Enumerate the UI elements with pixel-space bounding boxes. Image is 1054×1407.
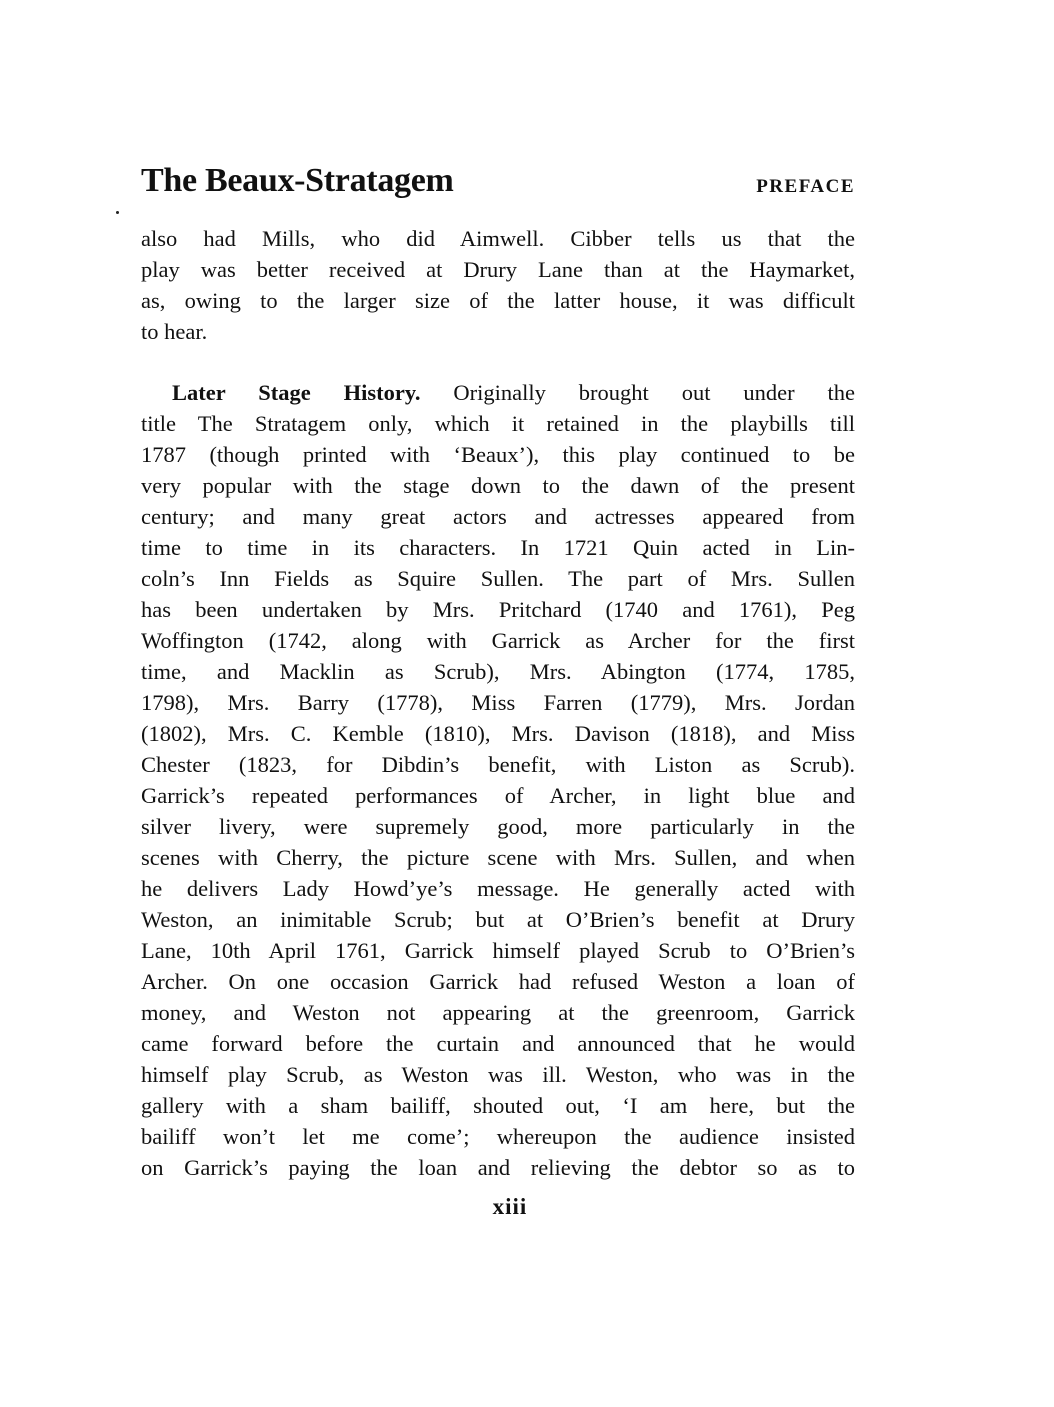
paragraph-opening-line (172, 377, 855, 408)
page-number: xiii (492, 1194, 528, 1219)
text-line: very popular with the stage down to the dawn of the present (141, 473, 855, 498)
running-head (141, 162, 855, 210)
text-line: Chester (1823, for Dibdin’s benefit, with Liston as Scrub). (141, 752, 855, 777)
text-line: also had Mills, who did Aimwell. Cibber tells us that the (141, 226, 855, 251)
text-line: time, and Macklin as Scrub), Mrs. Abington (1774, 1785, (141, 659, 855, 684)
text-line: century; and many great actors and actresses appeared from (141, 504, 855, 529)
text-line: money, and Weston not appearing at the greenroom, Garrick (141, 1000, 855, 1025)
text-line: scenes with Cherry, the picture scene with Mrs. Sullen, and when (141, 845, 855, 870)
text-line: 1798), Mrs. Barry (1778), Miss Farren (1779), Mrs. Jordan (141, 690, 855, 715)
text-line: as, owing to the larger size of the latter house, it was difficult (141, 288, 855, 313)
text-line: on Garrick’s paying the loan and relieving the debtor so as to (141, 1155, 855, 1180)
text-line: to hear. (141, 319, 208, 344)
text-line: (1802), Mrs. C. Kemble (1810), Mrs. Davison (1818), and Miss (141, 721, 855, 746)
text-line: 1787 (though printed with ‘Beaux’), this play continued to be (141, 442, 855, 467)
text-line: title The Stratagem only, which it retained in the playbills till (141, 411, 855, 436)
opening-line-text: Originally brought out under the (420, 380, 855, 405)
text-line: play was better received at Drury Lane than at the Haymarket, (141, 257, 855, 282)
text-line: bailiff won’t let me come’; whereupon the audience insisted (141, 1124, 855, 1149)
text-line: Woffington (1742, along with Garrick as Archer for the first (141, 628, 855, 653)
text-line: Weston, an inimitable Scrub; but at O’Brien’s benefit at Drury (141, 907, 855, 932)
text-line: Lane, 10th April 1761, Garrick himself played Scrub to O’Brien’s (141, 938, 855, 963)
stray-ink-mark (116, 211, 119, 214)
text-line: Archer. On one occasion Garrick had refused Weston a loan of (141, 969, 855, 994)
text-line: time to time in its characters. In 1721 Quin acted in Lin- (141, 535, 855, 560)
text-line: coln’s Inn Fields as Squire Sullen. The part of Mrs. Sullen (141, 566, 855, 591)
text-line: himself play Scrub, as Weston was ill. Weston, who was in the (141, 1062, 855, 1087)
text-line: has been undertaken by Mrs. Pritchard (1740 and 1761), Peg (141, 597, 855, 622)
running-head-section: PREFACE (756, 176, 855, 197)
text-line: gallery with a sham bailiff, shouted out, ‘I am here, but the (141, 1093, 855, 1118)
running-head-title: The Beaux-Stratagem (141, 162, 454, 199)
text-line: Garrick’s repeated performances of Archer, in light blue and (141, 783, 855, 808)
section-lead-in: Later Stage History. (172, 380, 421, 405)
text-line: came forward before the curtain and announced that he would (141, 1031, 855, 1056)
text-line: silver livery, were supremely good, more particularly in the (141, 814, 855, 839)
text-line: he delivers Lady Howd’ye’s message. He generally acted with (141, 876, 855, 901)
